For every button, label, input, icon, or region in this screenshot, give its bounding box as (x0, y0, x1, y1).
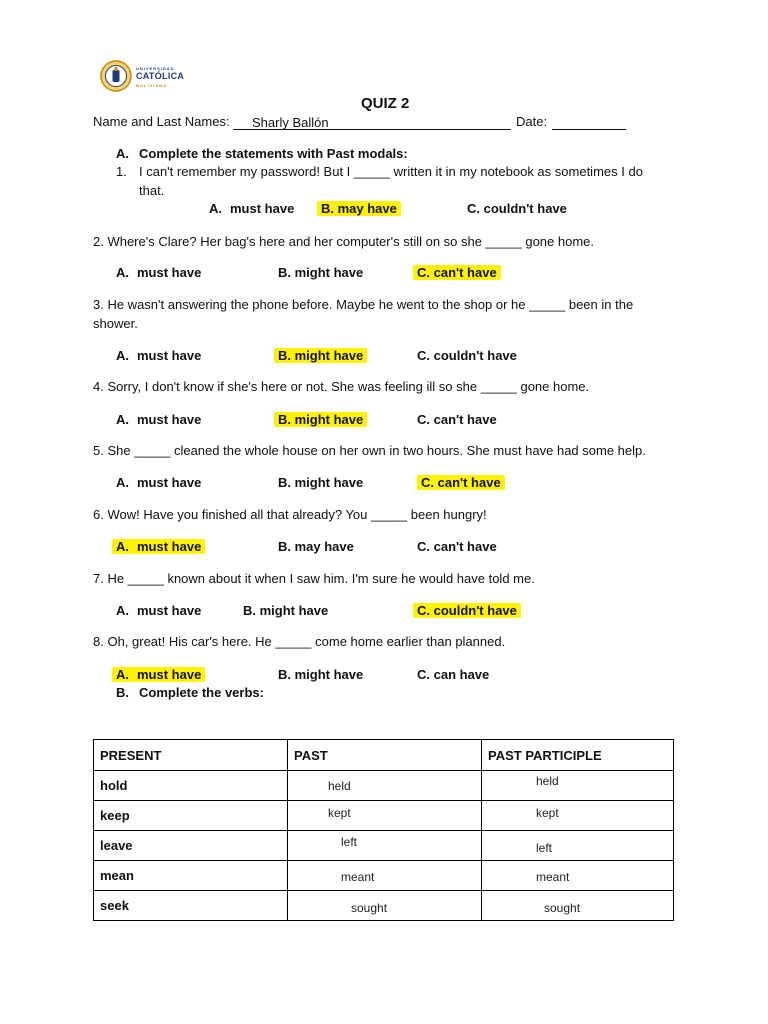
option-text (112, 539, 205, 554)
past-participle-cell[interactable] (482, 891, 674, 921)
present-cell: leave (94, 831, 288, 861)
option-b-selected[interactable] (317, 201, 401, 216)
past-participle-cell[interactable] (482, 771, 674, 801)
option-c[interactable] (417, 539, 497, 554)
past-participle-cell[interactable] (482, 861, 674, 891)
option-a[interactable] (116, 475, 201, 490)
option-text: must have (230, 201, 295, 216)
column-header-past: PAST (288, 740, 482, 771)
question-text: 2. Where's Clare? Her bag's here and her computer's still on so she _____ gone home. (93, 234, 595, 249)
past-participle-answer: held (536, 773, 559, 788)
past-answer: held (328, 778, 351, 793)
past-cell[interactable] (288, 861, 482, 891)
past-participle-cell[interactable] (482, 801, 674, 831)
university-seal-icon (100, 60, 132, 92)
option-letter: A. (209, 201, 222, 216)
past-answer: kept (328, 805, 351, 820)
page-title: QUIZ 2 (361, 95, 410, 112)
past-participle-answer: kept (536, 805, 559, 820)
option-a[interactable] (116, 603, 201, 618)
option-label: must have (137, 667, 202, 682)
option-text (112, 667, 205, 682)
option-text: must have (137, 475, 202, 490)
column-header-present: PRESENT (94, 740, 288, 771)
option-text: B. might have (274, 412, 367, 427)
option-text: must have (137, 412, 202, 427)
question-text: 8. Oh, great! His car's here. He _____ come home earlier than planned. (93, 634, 506, 649)
present-cell: hold (94, 771, 288, 801)
table-row (94, 861, 674, 891)
name-field[interactable] (233, 114, 511, 130)
past-participle-answer: sought (544, 900, 581, 915)
option-a[interactable] (116, 348, 201, 363)
past-cell[interactable] (288, 801, 482, 831)
question-number: 1. (116, 164, 127, 179)
option-letter: A. (116, 603, 129, 618)
option-text: must have (137, 265, 202, 280)
past-answer: sought (351, 900, 388, 915)
present-cell: mean (94, 861, 288, 891)
option-b[interactable] (278, 475, 363, 490)
question-text: 6. Wow! Have you finished all that already? You _____ been hungry! (93, 507, 487, 522)
past-participle-cell[interactable] (482, 831, 674, 861)
past-participle-answer: left (536, 840, 553, 855)
logo-bottom-text: BOLIVIANA (136, 83, 167, 88)
question-text-continued: that. (139, 183, 165, 198)
name-label: Name and Last Names: (93, 114, 230, 129)
question-text: I can't remember my password! But I _____ written it in my notebook as sometimes I do (139, 164, 643, 179)
option-letter: A. (116, 265, 129, 280)
option-text: B. might have (278, 265, 364, 280)
option-a[interactable] (209, 201, 294, 216)
section-a-letter: A. (116, 146, 129, 161)
option-a-selected[interactable] (112, 539, 205, 554)
section-b-letter: B. (116, 685, 129, 700)
option-c-selected[interactable] (417, 475, 505, 490)
option-c[interactable] (417, 348, 517, 363)
question-text: 3. He wasn't answering the phone before. Maybe he went to the shop or he _____ been in the (93, 297, 634, 312)
option-label: must have (137, 539, 202, 554)
date-label: Date: (516, 114, 548, 129)
university-logo (100, 60, 190, 96)
option-text: C. couldn't have (467, 201, 567, 216)
verbs-table (93, 739, 674, 921)
option-text: B. may have (317, 201, 401, 216)
section-a-heading: Complete the statements with Past modals: (139, 146, 408, 161)
option-b[interactable] (243, 603, 328, 618)
option-text: B. might have (243, 603, 329, 618)
option-text: C. can't have (417, 475, 505, 490)
option-c[interactable] (417, 667, 489, 682)
option-letter: A. (116, 348, 129, 363)
present-cell: keep (94, 801, 288, 831)
option-text: must have (137, 603, 202, 618)
option-text: B. might have (278, 667, 364, 682)
past-participle-answer: meant (536, 869, 570, 884)
option-letter: A. (116, 539, 129, 554)
option-b[interactable] (278, 539, 354, 554)
past-cell[interactable] (288, 771, 482, 801)
question-text: 7. He _____ known about it when I saw him. I'm sure he would have told me. (93, 571, 535, 586)
option-b[interactable] (278, 265, 363, 280)
logo-main-text: CATÓLICA (136, 71, 185, 81)
option-text: C. can't have (413, 265, 501, 280)
table-row (94, 771, 674, 801)
option-text: C. can't have (417, 412, 497, 427)
option-c[interactable] (467, 201, 567, 216)
option-letter: A. (116, 667, 129, 682)
logo-top-text: UNIVERSIDAD (136, 66, 175, 71)
past-answer: left (341, 834, 358, 849)
option-c[interactable] (417, 412, 497, 427)
date-field[interactable] (552, 114, 626, 130)
option-c-selected[interactable] (413, 603, 521, 618)
option-text: must have (137, 348, 202, 363)
past-cell[interactable] (288, 891, 482, 921)
column-header-past-participle: PAST PARTICIPLE (482, 740, 674, 771)
table-header-row (94, 740, 674, 771)
option-a-selected[interactable] (112, 667, 205, 682)
table-row (94, 891, 674, 921)
option-text: B. might have (278, 475, 364, 490)
question-text: 4. Sorry, I don't know if she's here or not. She was feeling ill so she _____ gone home. (93, 379, 590, 394)
table-row (94, 801, 674, 831)
option-c-selected[interactable] (413, 265, 501, 280)
option-b[interactable] (278, 667, 363, 682)
option-text: C. couldn't have (413, 603, 521, 618)
option-text: B. may have (278, 539, 354, 554)
option-text: C. couldn't have (417, 348, 517, 363)
option-text: C. can have (417, 667, 490, 682)
table-row (94, 831, 674, 861)
question-text: 5. She _____ cleaned the whole house on her own in two hours. She must have had some help. (93, 443, 646, 458)
past-answer: meant (341, 869, 375, 884)
option-text: B. might have (274, 348, 367, 363)
option-letter: A. (116, 412, 129, 427)
option-b-selected[interactable] (274, 412, 367, 427)
past-cell[interactable] (288, 831, 482, 861)
section-b-heading: Complete the verbs: (139, 685, 264, 700)
question-text-continued: shower. (93, 316, 138, 331)
option-letter: A. (116, 475, 129, 490)
present-cell: seek (94, 891, 288, 921)
option-b-selected[interactable] (274, 348, 367, 363)
option-a[interactable] (116, 265, 201, 280)
option-text: C. can't have (417, 539, 497, 554)
option-a[interactable] (116, 412, 201, 427)
name-value: Sharly Ballón (252, 115, 329, 130)
